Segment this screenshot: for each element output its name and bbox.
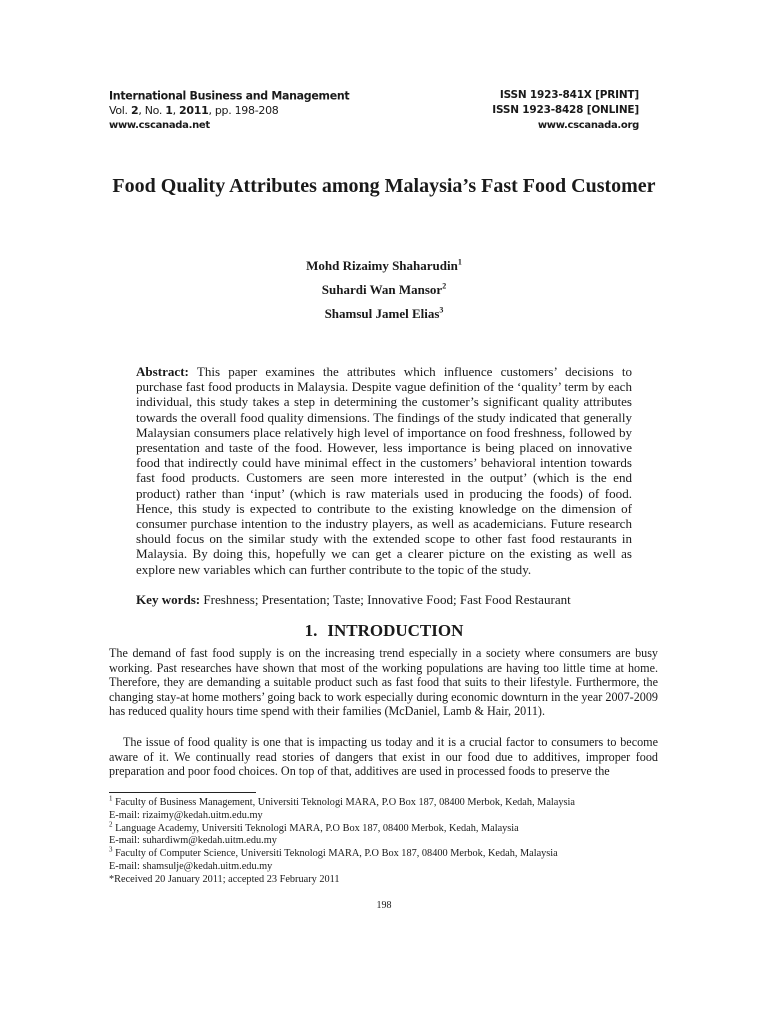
abstract-label: Abstract: [136, 364, 189, 379]
abstract-text: This paper examines the attributes which influence customers’ decisions to purchase fast food products in Malaysia. Despite vague definition of the ‘quality’ term by each individual, this study takes a step in determining the customer’s significant quality attributes towards the overall food quality dimensions. The findings of the study indicated that generally Malaysian consumers place relatively high level of importance on food freshness, followed by presentation and taste of the food. However, less importance is being placed on innovative food that indirectly could have minimal effect in the customers’ behavioral intention towards fast food products. Customers are seen more interested in the output’ (which is the end product) rather than ‘input’ (which is raw materials used in producing the foods) of food. Hence, this study is expected to contribute to the existing knowledge on the dimension of consumer purchase intention to the industry players, as well as academicians. Future research should focus on the similar study with the extended scope to other fast food restaurants in Malaysia. By doing this, hopefully we can get a clearer picture on the existing as well as explore new variables which can further contribute to the topic of the study. [136, 364, 632, 577]
footnote-mark: 2 [109, 820, 113, 829]
abstract [136, 364, 632, 577]
publication-year: 2011 [179, 104, 209, 117]
author: Suhardi Wan Mansor$^2$ [321, 281, 447, 297]
issue-number: 1 [165, 104, 173, 117]
journal-website-left: www.cscanada.net [109, 120, 210, 131]
paper-title: Food Quality Attributes among Malaysia’s Fast Food Customer [112, 175, 656, 197]
keywords-label: Key words: [136, 592, 201, 607]
page-number: 198 [376, 900, 392, 911]
affiliation-mark: 1 [457, 257, 462, 267]
author: Shamsul Jamel Elias$^3$ [324, 305, 444, 321]
body-paragraph: The issue of food quality is one that is impacting us today and it is a crucial factor to consumers to become aware of it. We continually read stories of dangers that exist in our food due to additives, improper food preparation and poor food choices. On top of that, additives are used in processed foods to preserve the [109, 735, 658, 779]
author-list [184, 254, 584, 326]
footnote-email: E-mail: shamsulje@kedah.uitm.edu.my [109, 860, 273, 872]
footnotes [109, 794, 669, 887]
issn-online: ISSN 1923-8428 [ONLINE] [492, 104, 639, 116]
keywords [136, 592, 632, 607]
affiliation-mark: 2 [442, 281, 447, 291]
page-range: , pp. 198-208 [208, 104, 279, 117]
section-title: INTRODUCTION [327, 621, 464, 640]
volume-info: Vol. 2, No. 1, 2011, pp. 198-208 [109, 104, 279, 117]
footnote: $^1$ Faculty of Business Management, Universiti Teknologi MARA, P.O Box 187, 08400 Merbok, Kedah, Malaysia [109, 794, 575, 808]
footnote-divider [109, 792, 256, 793]
body-paragraph: The demand of fast food supply is on the increasing trend especially in a society where consumers are busy working. Past researches have shown that most of the working populations are having too little time at home. Therefore, they are demanding a suitable product such as fast food that suits to their lifestyle. Furthermore, the changing stay-at home mothers’ going back to work especially during economic downturn in the year 2007-2009 has reduced quality hours time spend with their families (McDaniel, Lamb & Hair, 2011). [109, 646, 658, 719]
section-number: 1. [304, 621, 318, 640]
footnote-email: E-mail: rizaimy@kedah.uitm.edu.my [109, 809, 263, 821]
journal-header-right [492, 88, 639, 133]
journal-website-right: www.cscanada.org [537, 120, 639, 131]
author: Mohd Rizaimy Shaharudin$^1$ [306, 257, 462, 273]
footnote-mark: 3 [109, 845, 113, 854]
footnote: $^2$ Language Academy, Universiti Teknologi MARA, P.O Box 187, 08400 Merbok, Kedah, Malaysia [109, 820, 519, 834]
footnote: $^3$ Faculty of Computer Science, Universiti Teknologi MARA, P.O Box 187, 08400 Merbok, Kedah, Malaysia [109, 845, 558, 860]
issn-print: ISSN 1923-841X [PRINT] [499, 89, 639, 101]
journal-header-left [109, 88, 349, 133]
section-heading [0, 620, 768, 642]
footnote-email: E-mail: suhardiwm@kedah.uitm.edu.my [109, 835, 277, 847]
keywords-text: Freshness; Presentation; Taste; Innovative Food; Fast Food Restaurant [200, 592, 571, 607]
volume-number: 2 [130, 104, 139, 117]
affiliation-mark: 3 [439, 305, 444, 315]
received-note: *Received 20 January 2011; accepted 23 February 2011 [109, 873, 340, 885]
journal-name: International Business and Management [109, 88, 350, 103]
footnote-mark: 1 [109, 794, 113, 803]
